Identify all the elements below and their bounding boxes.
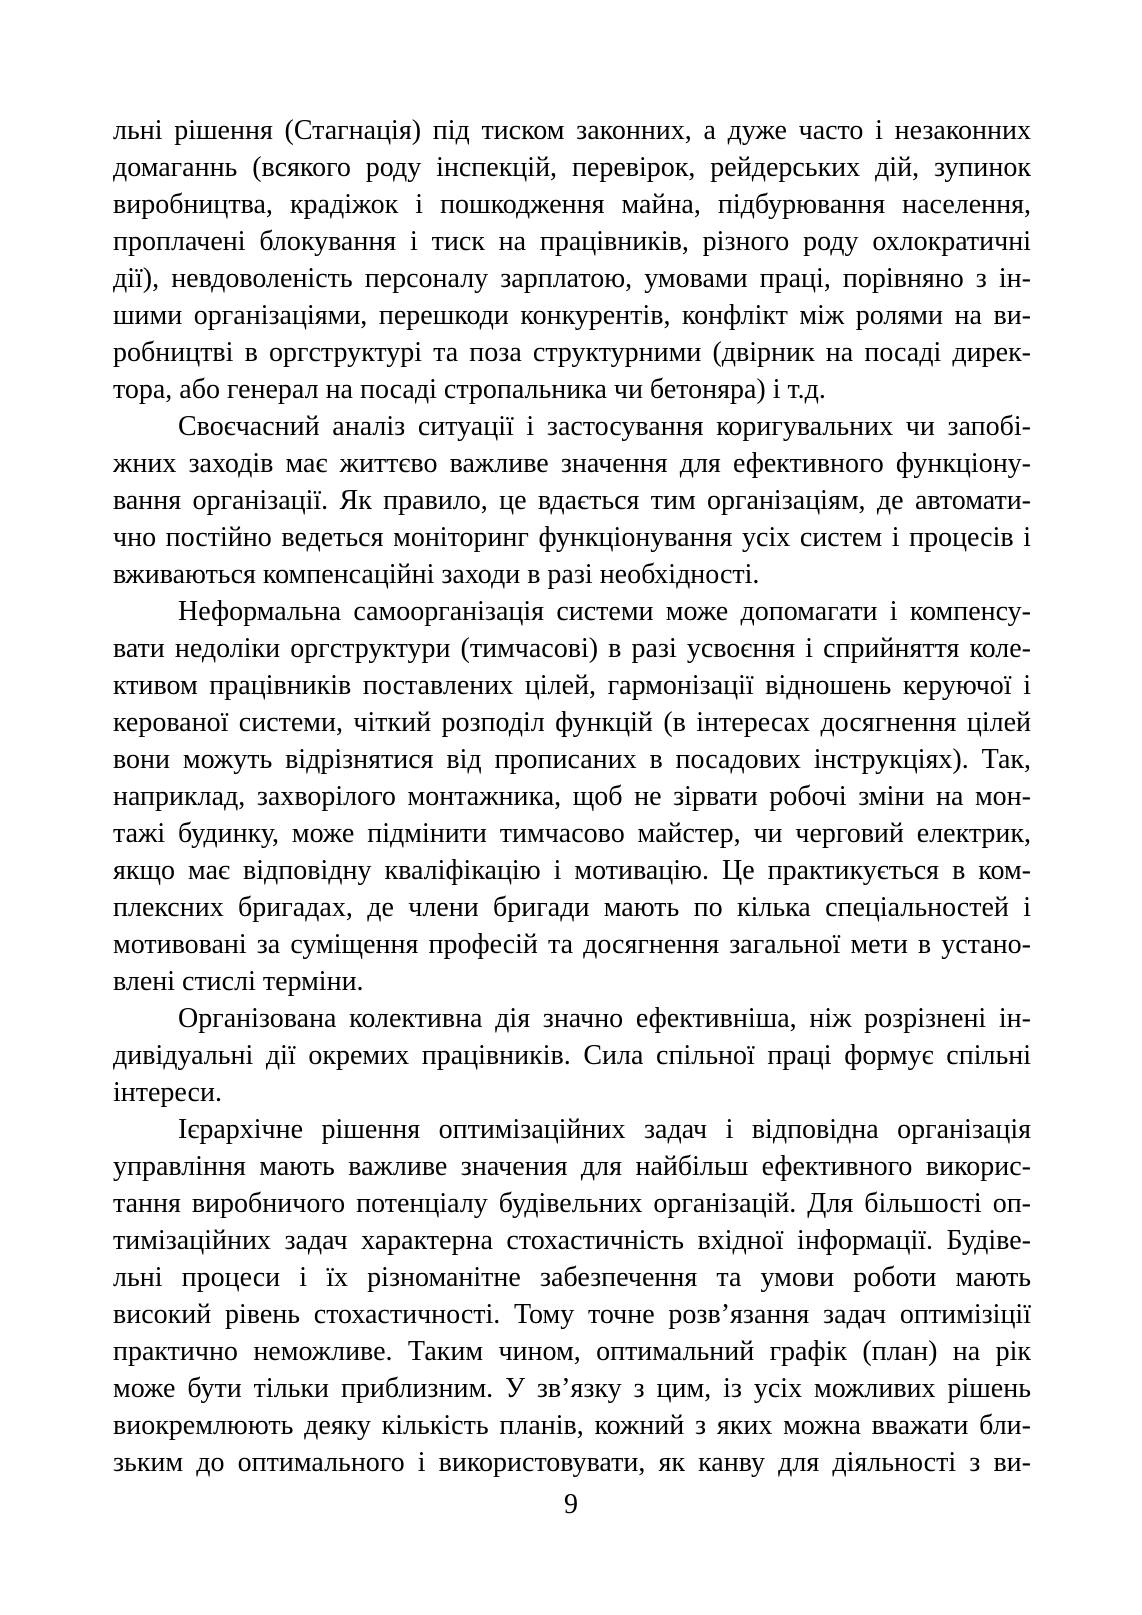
text-line: чно постійно ведеться моніторинг функціонування усіх систем і процесів і xyxy=(113,522,1031,553)
text-line: вони можуть відрізнятися від прописаних в посадових інструкціях). Так, xyxy=(113,744,1031,775)
paragraph xyxy=(113,408,1031,593)
text-line: керованої системи, чіткий розподіл функцій (в інтересах досягнення цілей xyxy=(113,707,1031,738)
text-line: льні процеси і їх різноманітне забезпечення та умови роботи мають xyxy=(113,1262,1031,1293)
text-line: мотивовані за суміщення професій та досягнення загальної мети в устано- xyxy=(113,929,1031,960)
text-line: дії), невдоволеність персоналу зарплатою, умовами праці, порівняно з ін- xyxy=(113,263,1031,294)
text-line: влені стислі терміни. xyxy=(113,966,364,997)
text-line: домаганнь (всякого роду інспекцій, перевірок, рейдерських дій, зупинок xyxy=(113,152,1031,183)
page-text-block xyxy=(113,112,1031,1481)
text-line: Неформальна самоорганізація системи може допомагати і компенсу- xyxy=(178,596,1031,627)
paragraph xyxy=(113,112,1031,408)
page-number: 9 xyxy=(564,1489,578,1520)
text-line: вати недоліки оргструктури (тимчасові) в разі усвоєння і сприйняття коле- xyxy=(113,633,1031,664)
text-line: проплачені блокування і тиск на працівників, різного роду охлократичні xyxy=(113,226,1031,257)
text-line: тимізаційних задач характерна стохастичність вхідної інформації. Будіве- xyxy=(113,1225,1031,1256)
paragraph xyxy=(113,1111,1031,1481)
text-line: управління мають важливе значения для найбільш ефективного викорис- xyxy=(113,1151,1031,1182)
text-line: тання виробничого потенціалу будівельних організацій. Для більшості оп- xyxy=(113,1188,1031,1219)
text-line: жних заходів має життєво важливе значення для ефективного функціону- xyxy=(113,448,1031,479)
text-line: Своєчасний аналіз ситуації і застосування коригувальних чи запобі- xyxy=(178,411,1031,442)
text-line: може бути тільки приблизним. У зв’язку з цим, із усіх можливих рішень xyxy=(113,1373,1031,1404)
paragraph xyxy=(113,1000,1031,1111)
text-line: ктивом працівників поставлених цілей, гармонізації відношень керуючої і xyxy=(113,670,1031,701)
text-line: вживаються компенсаційні заходи в разі необхідності. xyxy=(113,559,760,590)
text-line: практично неможливе. Таким чином, оптимальний графік (план) на рік xyxy=(113,1336,1031,1367)
text-line: дивідуальні дії окремих працівників. Сила спільної праці формує спільні xyxy=(113,1040,1031,1071)
text-line: льні рішення (Стагнація) під тиском законних, а дуже часто і незаконних xyxy=(113,115,1031,146)
text-line: високий рівень стохастичності. Тому точне розв’язання задач оптимізіції xyxy=(113,1299,1031,1330)
text-line: тора, або генерал на посаді стропальника чи бетоняра) і т.д. xyxy=(113,374,826,405)
text-line: Ієрархічне рішення оптимізаційних задач і відповідна організація xyxy=(178,1114,1031,1145)
text-line: наприклад, захворілого монтажника, щоб не зірвати робочі зміни на мон- xyxy=(113,781,1031,812)
text-line: виробництва, крадіжок і пошкодження майна, підбурювання населення, xyxy=(113,189,1031,220)
paragraph xyxy=(113,593,1031,1000)
text-line: виокремлюють деяку кількість планів, кожний з яких можна вважати бли- xyxy=(113,1410,1031,1441)
text-line: вання організації. Як правило, це вдається тим організаціям, де автомати- xyxy=(113,485,1031,516)
text-line: робництві в оргструктурі та поза структурними (двірник на посаді дирек- xyxy=(113,337,1031,368)
text-line: плексних бригадах, де члени бригади мають по кілька спеціальностей і xyxy=(113,892,1031,923)
text-line: зьким до оптимального і використовувати, як канву для діяльності з ви- xyxy=(113,1447,1031,1478)
text-line: інтереси. xyxy=(113,1077,222,1108)
text-line: Організована колективна дія значно ефективніша, ніж розрізнені ін- xyxy=(178,1003,1031,1034)
text-line: тажі будинку, може підмінити тимчасово майстер, чи черговий електрик, xyxy=(113,818,1031,849)
text-line: якщо має відповідну кваліфікацію і мотивацію. Це практикується в ком- xyxy=(113,855,1031,886)
text-line: шими організаціями, перешкоди конкурентів, конфлікт між ролями на ви- xyxy=(113,300,1031,331)
